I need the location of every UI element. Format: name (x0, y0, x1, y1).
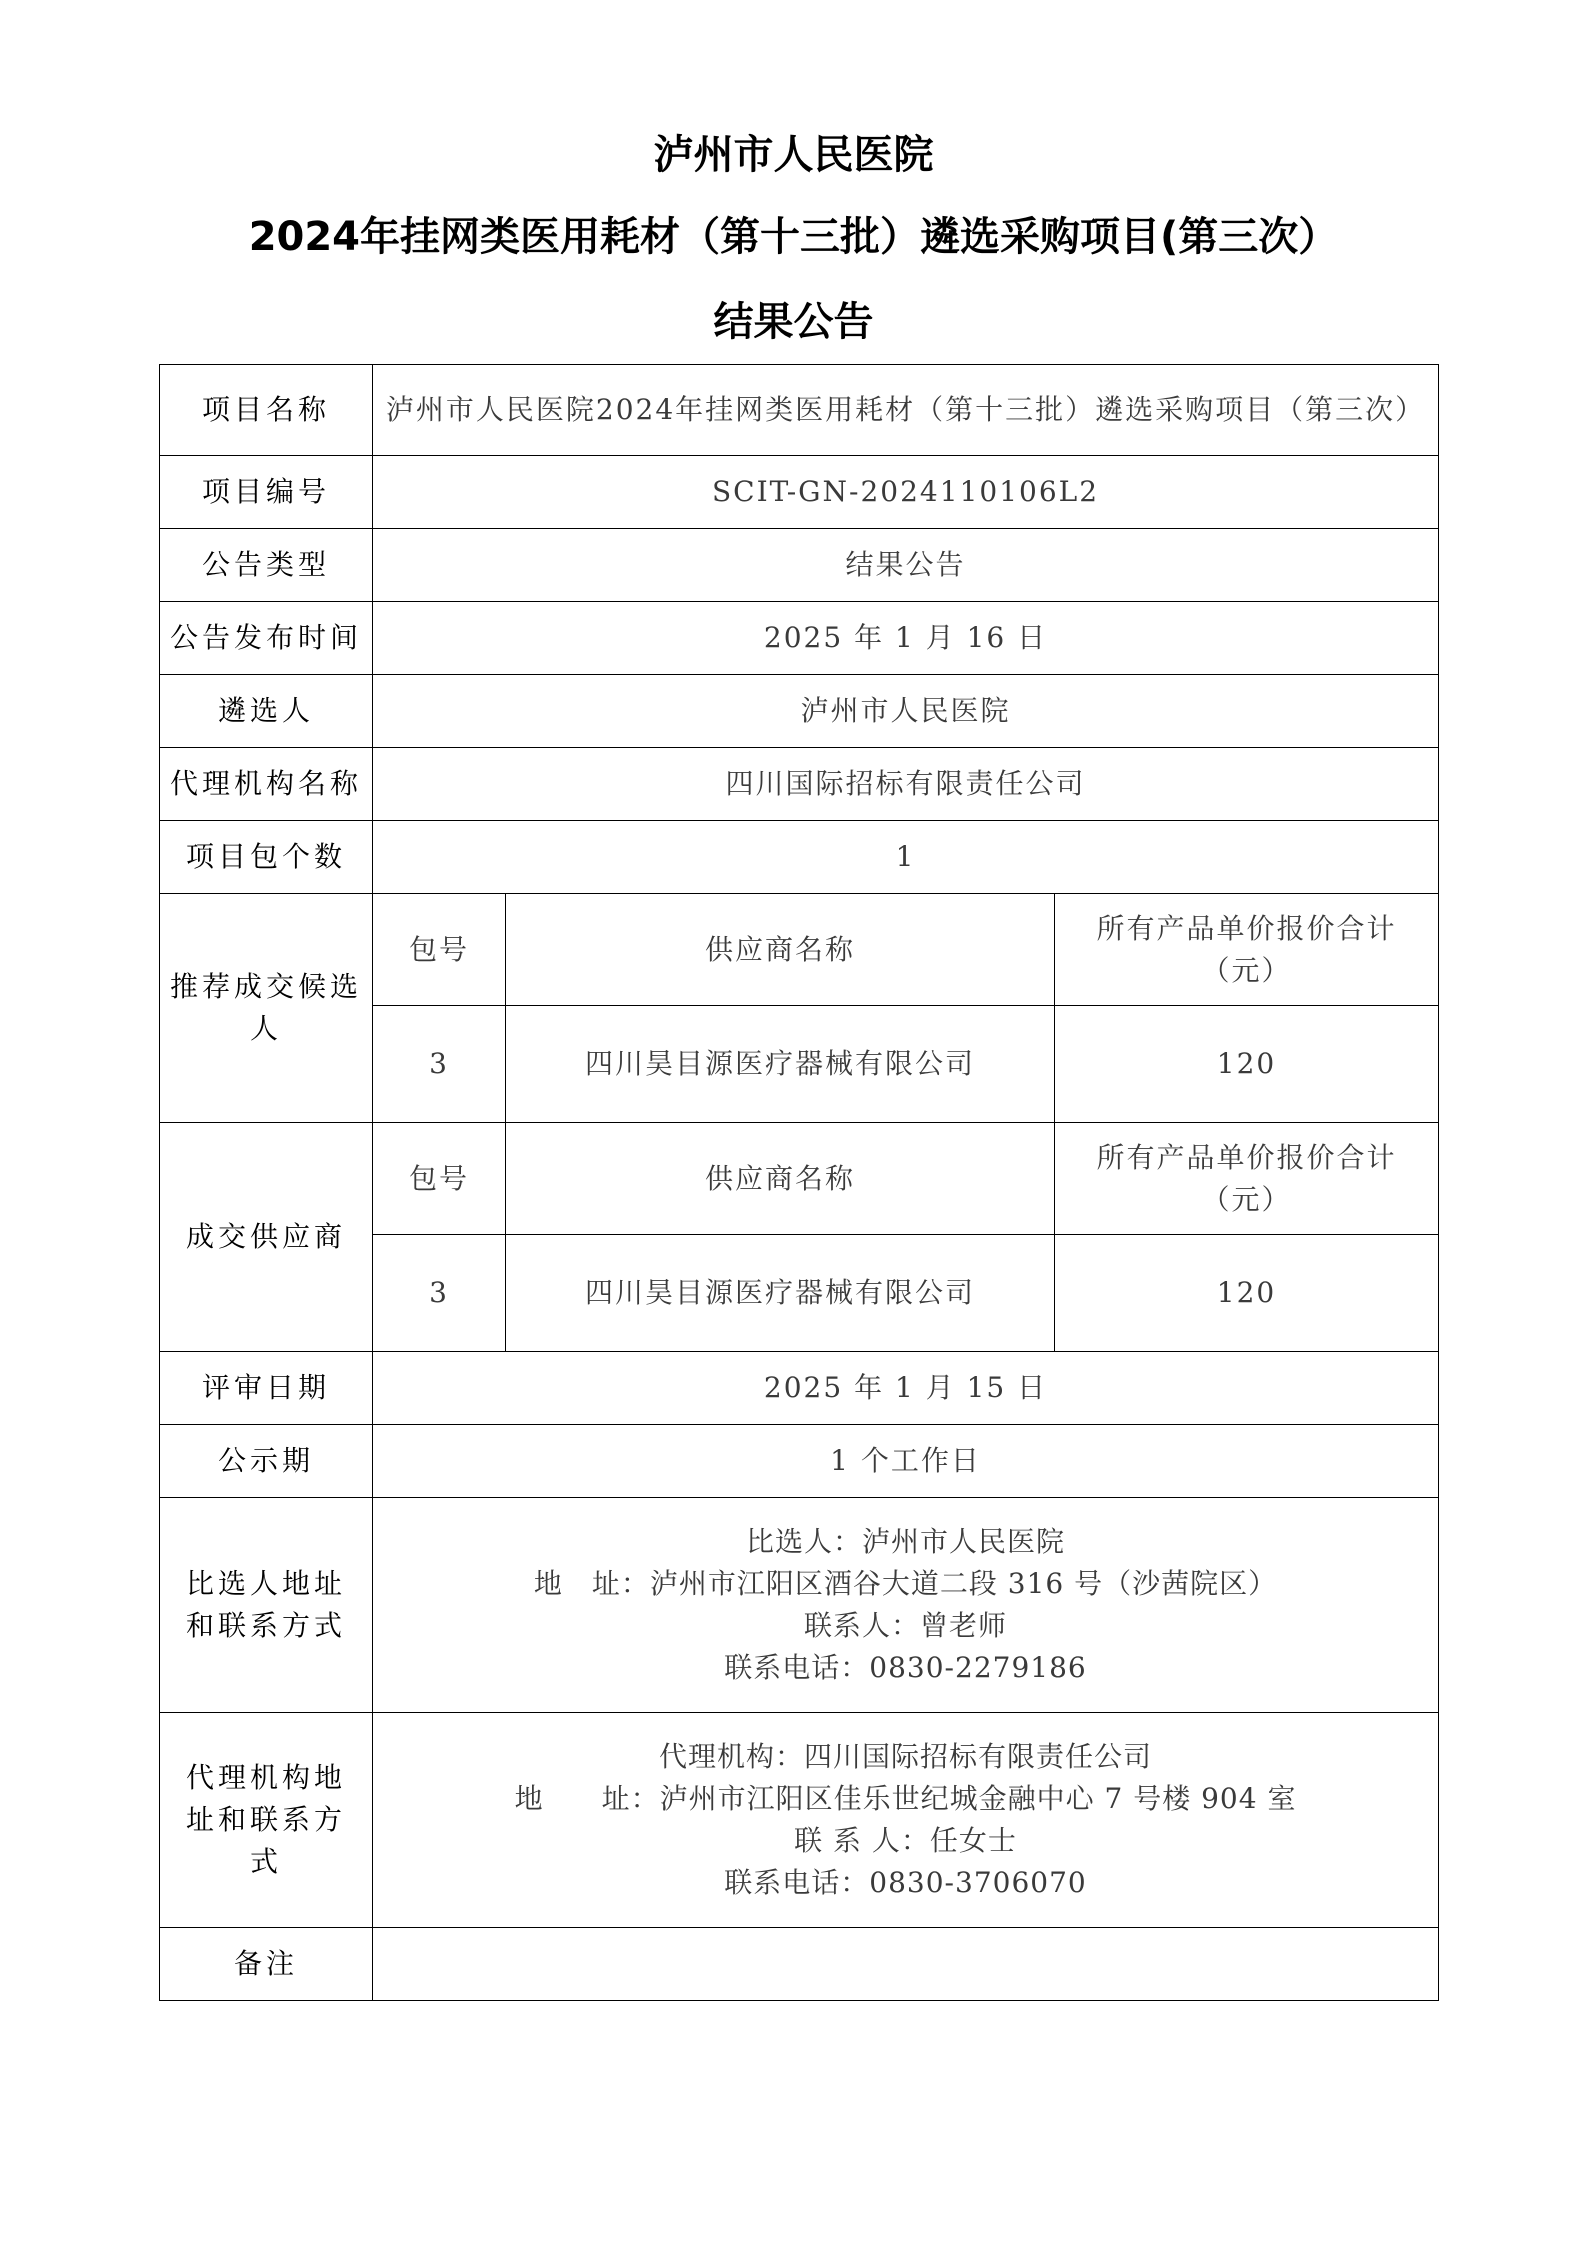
agency-contact-info (373, 1713, 1439, 1928)
label-candidate: 推荐成交候选人 (160, 894, 373, 1123)
project-name-text: 泸州市人民医院2024年挂网类医用耗材（第十三批）遴选采购项目（第三次） (385, 393, 1426, 426)
row-winner-header (160, 1123, 1439, 1235)
row-project-name (160, 365, 1439, 456)
value-review-date: 2025 年 1 月 15 日 (373, 1352, 1439, 1425)
selector-contact-info (373, 1498, 1439, 1713)
winner-supplier: 四川昊目源医疗器械有限公司 (506, 1235, 1055, 1352)
candidate-header-pkg: 包号 (373, 894, 506, 1006)
agency-contact-line: 代理机构：四川国际招标有限责任公司 (659, 1740, 1153, 1773)
label-winner: 成交供应商 (160, 1123, 373, 1352)
label-selector-contact: 比选人地址和联系方式 (160, 1498, 373, 1713)
label-notice-type: 公告类型 (160, 529, 373, 602)
label-selector: 遴选人 (160, 675, 373, 748)
value-publicity: 1 个工作日 (373, 1425, 1439, 1498)
agency-contact-line: 联系电话：0830-3706070 (724, 1866, 1087, 1899)
candidate-pkg: 3 (373, 1006, 506, 1123)
selector-contact-line: 地 址：泸州市江阳区酒谷大道二段 316 号（沙茜院区） (533, 1567, 1278, 1600)
candidate-price: 120 (1055, 1006, 1439, 1123)
title-hospital: 泸州市人民医院 (653, 132, 934, 178)
title-notice: 结果公告 (713, 299, 874, 345)
label-publish-time: 公告发布时间 (160, 602, 373, 675)
row-publish-time (160, 602, 1439, 675)
label-project-no: 项目编号 (160, 456, 373, 529)
value-remarks (373, 1928, 1439, 2001)
row-notice-type (160, 529, 1439, 602)
row-project-no (160, 456, 1439, 529)
value-selector: 泸州市人民医院 (373, 675, 1439, 748)
row-selector-contact (160, 1498, 1439, 1713)
winner-header-supplier: 供应商名称 (506, 1123, 1055, 1235)
winner-header-price: 所有产品单价报价合计（元） (1055, 1123, 1439, 1235)
candidate-header-price: 所有产品单价报价合计（元） (1055, 894, 1439, 1006)
selector-contact-line: 联系人：曾老师 (804, 1609, 1008, 1642)
label-review-date: 评审日期 (160, 1352, 373, 1425)
label-agency-contact: 代理机构地址和联系方式 (160, 1713, 373, 1928)
winner-pkg: 3 (373, 1235, 506, 1352)
value-publish-time: 2025 年 1 月 16 日 (373, 602, 1439, 675)
row-agency-contact (160, 1713, 1439, 1928)
agency-contact-line: 地 址：泸州市江阳区佳乐世纪城金融中心 7 号楼 904 室 (514, 1782, 1297, 1815)
result-table (159, 364, 1439, 2001)
candidate-supplier: 四川昊目源医疗器械有限公司 (506, 1006, 1055, 1123)
label-remarks: 备注 (160, 1928, 373, 2001)
label-project-name: 项目名称 (160, 365, 373, 456)
value-project-name (373, 365, 1439, 456)
selector-contact-line: 比选人：泸州市人民医院 (746, 1525, 1066, 1558)
row-review-date (160, 1352, 1439, 1425)
label-package-count: 项目包个数 (160, 821, 373, 894)
row-publicity (160, 1425, 1439, 1498)
row-candidate-header (160, 894, 1439, 1006)
winner-header-pkg: 包号 (373, 1123, 506, 1235)
selector-contact-line: 联系电话：0830-2279186 (724, 1651, 1087, 1684)
candidate-header-supplier: 供应商名称 (506, 894, 1055, 1006)
title-project: 2024年挂网类医用耗材（第十三批）遴选采购项目(第三次） (248, 214, 1339, 260)
agency-contact-line: 联 系 人：任女士 (794, 1824, 1017, 1857)
label-publicity: 公示期 (160, 1425, 373, 1498)
winner-price: 120 (1055, 1235, 1439, 1352)
row-agency (160, 748, 1439, 821)
value-agency: 四川国际招标有限责任公司 (373, 748, 1439, 821)
value-project-no: SCIT-GN-2024110106L2 (373, 456, 1439, 529)
row-selector (160, 675, 1439, 748)
value-notice-type: 结果公告 (373, 529, 1439, 602)
row-remarks (160, 1928, 1439, 2001)
label-agency: 代理机构名称 (160, 748, 373, 821)
row-package-count (160, 821, 1439, 894)
value-package-count: 1 (373, 821, 1439, 894)
